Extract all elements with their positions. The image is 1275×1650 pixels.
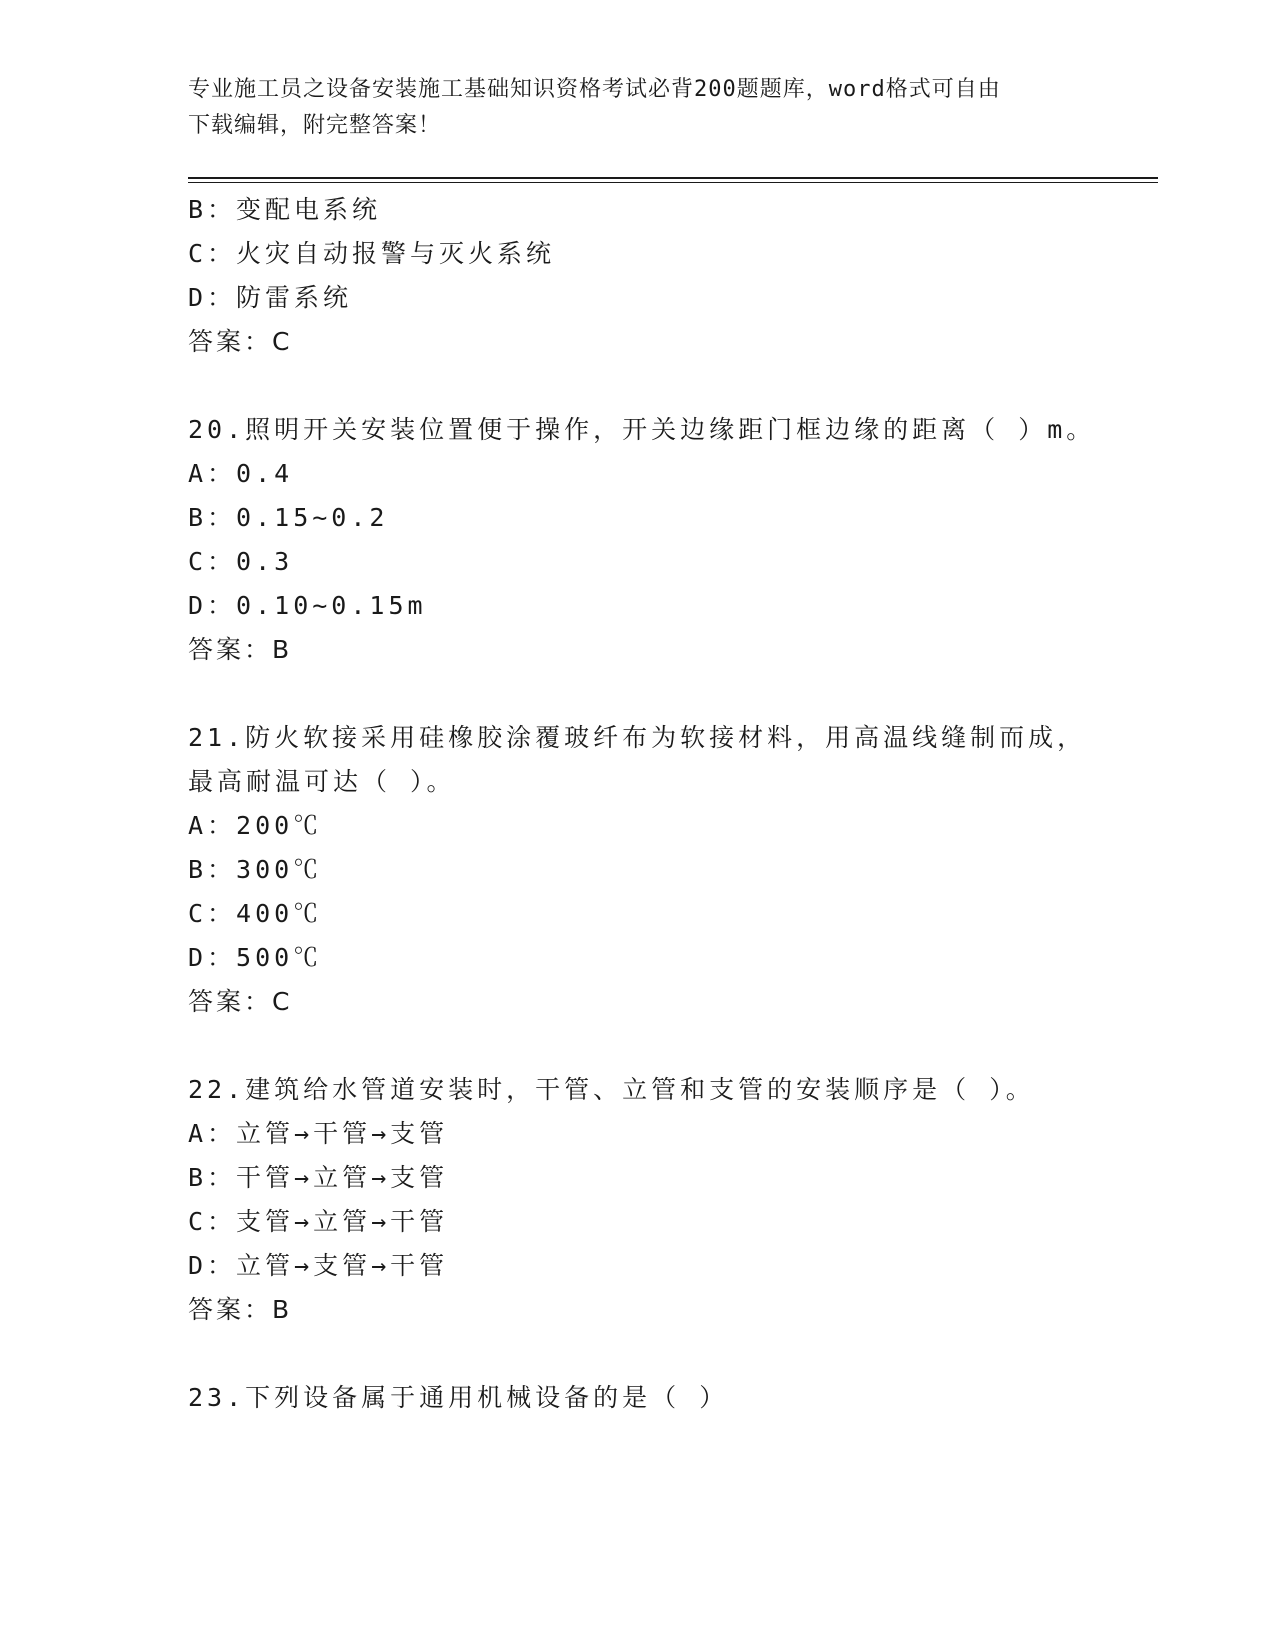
q20-option-c: C：0.3 [188,547,294,576]
header-divider-thick [188,177,1158,179]
q23-question: 23.下列设备属于通用机械设备的是（ ） [188,1383,729,1412]
q21-question-line-2: 最高耐温可达（ ）。 [188,767,456,796]
q21-answer: 答案：C [188,987,293,1016]
q20-option-b: B：0.15~0.2 [188,503,389,532]
q22-option-a: A：立管→干管→支管 [188,1119,449,1148]
q22-option-c: C：支管→立管→干管 [188,1207,449,1236]
q19-option-d: D：防雷系统 [188,283,353,312]
q21-option-c: C：400℃ [188,899,323,928]
q20-answer: 答案：B [188,635,293,664]
q22-answer: 答案：B [188,1295,293,1324]
q22-option-d: D：立管→支管→干管 [188,1251,449,1280]
q21-option-b: B：300℃ [188,855,323,884]
q22-question: 22.建筑给水管道安装时，干管、立管和支管的安装顺序是（ ）。 [188,1075,1035,1104]
q21-option-d: D：500℃ [188,943,323,972]
q19-option-c: C：火灾自动报警与灭火系统 [188,239,556,268]
q19-answer: 答案：C [188,327,293,356]
q21-question-line-1: 21.防火软接采用硅橡胶涂覆玻纤布为软接材料，用高温线缝制而成， [188,723,1087,752]
document-header [188,72,1088,144]
header-line-1: 专业施工员之设备安装施工基础知识资格考试必背200题题库，word格式可自由 [188,77,1001,102]
q20-option-d: D：0.10~0.15m [188,591,427,620]
q21-option-a: A：200℃ [188,811,323,840]
q19-option-b: B：变配电系统 [188,195,382,224]
q20-option-a: A：0.4 [188,459,294,488]
q22-option-b: B：干管→立管→支管 [188,1163,449,1192]
q20-question: 20.照明开关安装位置便于操作，开关边缘距门框边缘的距离（ ）m。 [188,415,1096,444]
header-divider-thin [188,182,1158,183]
header-line-2: 下载编辑，附完整答案！ [188,113,442,138]
